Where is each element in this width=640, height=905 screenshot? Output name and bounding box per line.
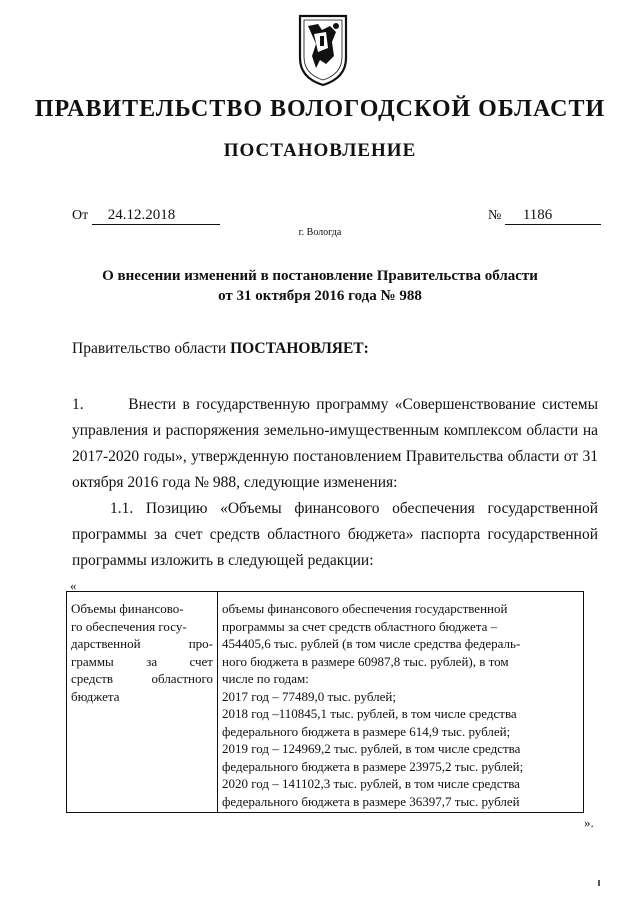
paragraph-1-line-3: 2017-2020 годы», утвержденную постановлением Правительства области от 31 [72,448,598,465]
right-line: 454405,6 тыс. рублей (в том числе средства федераль- [222,636,521,651]
table-right-cell [218,592,583,812]
right-line: федерального бюджета в размере 614,9 тыс. рублей; [222,723,511,739]
paragraph-2-line-1: 1.1. Позицию «Объемы финансового обеспечения государственной [110,500,598,517]
quote-open: « [70,578,77,593]
left-line: бюджета [71,688,120,704]
city: г. Вологда [298,227,342,238]
left-line: средств областного [71,671,213,686]
right-line: 2020 год – 141102,3 тыс. рублей, в том числе средства [222,776,520,791]
right-line: объемы финансового обеспечения государственной [222,601,508,616]
right-line: ного бюджета в размере 60987,8 тыс. рублей), в том [222,653,509,669]
document-number: 1186 [505,207,601,225]
vologda-coat-of-arms-icon [296,12,350,88]
right-line: числе по годам: [222,671,309,686]
subject-line-1: О внесении изменений в постановление Правительства области [102,268,538,284]
left-line: дарственной про- [71,636,213,651]
paragraph-2-line-3: программы изложить в следующей редакции: [72,552,374,569]
decree-verb: ПОСТАНОВЛЯЕТ: [230,340,369,357]
document-subject [100,266,540,306]
paragraph-1-line-2: управления и распоряжения земельно-имущественным комплексом области на [72,422,598,439]
paragraph-2-line-2: программы за счет средств областного бюджета» паспорта государственной [72,526,598,543]
paragraph-1-line-4: октября 2016 года № 988, следующие изменения: [72,474,398,491]
decree-subject: Правительство области [72,340,227,357]
left-line: Объемы финансово- [71,601,184,616]
document-type: ПОСТАНОВЛЕНИЕ [223,140,417,161]
table-left-cell [67,592,218,812]
number-line [488,207,601,225]
government-title: ПРАВИТЕЛЬСТВО ВОЛОГОДСКОЙ ОБЛАСТИ [34,96,606,122]
number-prefix: № [488,208,502,223]
paragraph-1-line-1: 1. Внести в государственную программу «Совершенствование системы [72,396,598,413]
passport-position-table [66,591,584,813]
right-line: 2017 год – 77489,0 тыс. рублей; [222,688,396,704]
scan-mark [598,880,600,886]
right-line: федерального бюджета в размере 23975,2 тыс. рублей; [222,758,524,774]
date-prefix: От [72,208,89,223]
right-line: 2018 год –110845,1 тыс. рублей, в том числе средства [222,706,517,721]
left-line: граммы за счет [71,653,213,669]
right-line: федерального бюджета в размере 36397,7 тыс. рублей [222,793,520,809]
quote-close: ». [584,815,594,830]
document-date: 24.12.2018 [92,207,220,225]
right-line: 2019 год – 124969,2 тыс. рублей, в том числе средства [222,741,521,756]
decree-statement [72,340,369,358]
right-line: программы за счет средств областного бюджета – [222,618,498,634]
subject-line-2: от 31 октября 2016 года № 988 [218,288,422,304]
left-line: го обеспечения госу- [71,618,187,634]
date-line [72,207,220,225]
